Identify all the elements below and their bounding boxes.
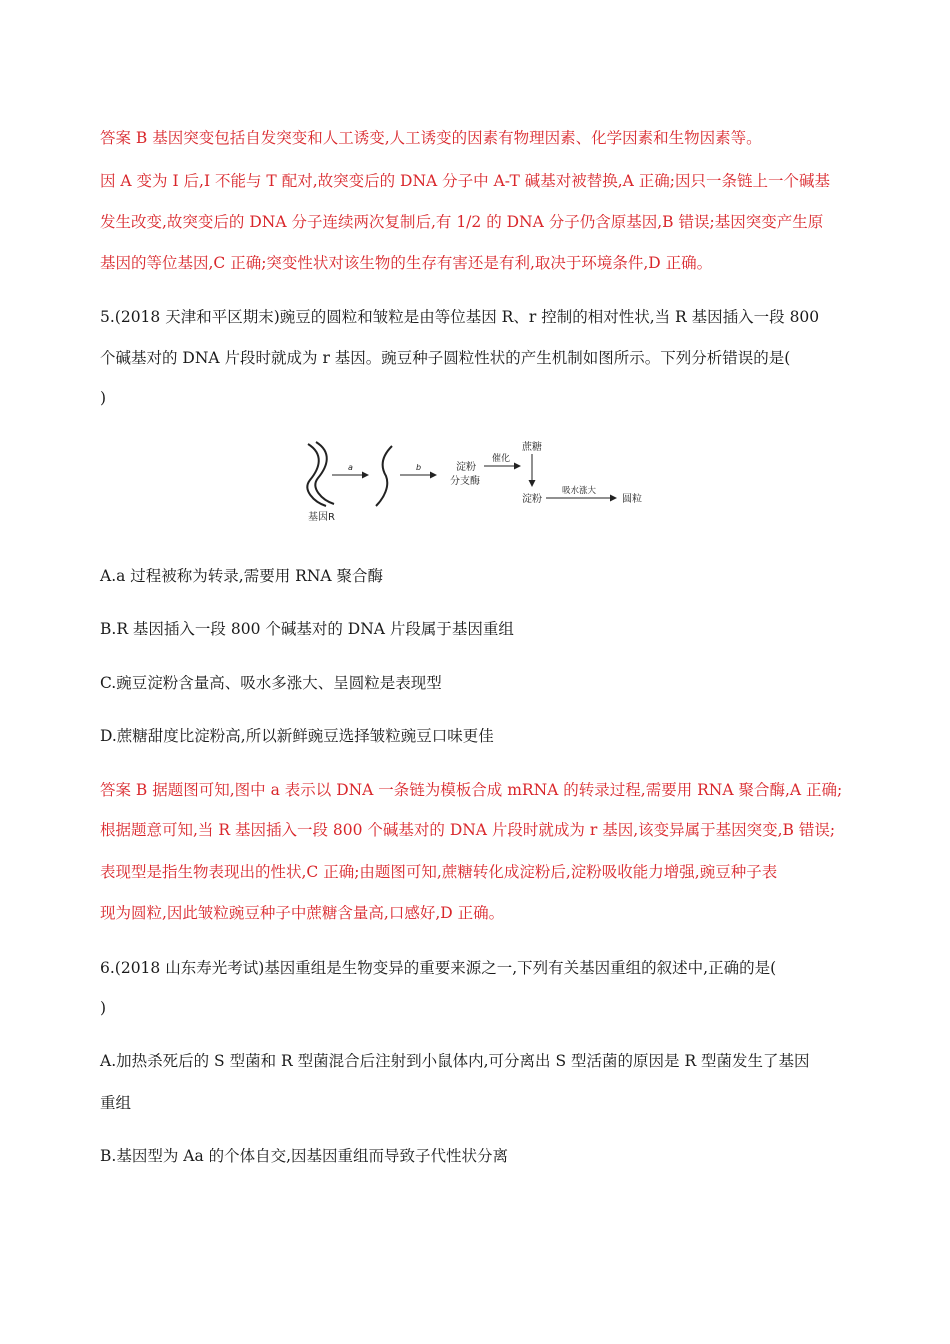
gene-r-label: 基因R [308, 512, 335, 523]
question-6-option-a-line-2: 重组 [100, 1094, 132, 1112]
question-5-line-3: ) [100, 389, 107, 407]
question-5-option-d: D.蔗糖甜度比淀粉高,所以新鲜豌豆选择皱粒豌豆口味更佳 [100, 727, 494, 745]
gene-r-strand-2 [315, 442, 334, 504]
gene-r-strand-1 [307, 444, 326, 506]
enzyme-label-line-1: 淀粉 [456, 462, 476, 473]
absorb-label: 吸水涨大 [562, 486, 597, 496]
pea-starch-mechanism-diagram [296, 436, 666, 526]
sucrose-label: 蔗糖 [522, 442, 542, 453]
question-5-line-1: 5.(2018 天津和平区期末)豌豆的圆粒和皱粒是由等位基因 R、r 控制的相对性状,当 R 基因插入一段 800 [100, 308, 820, 326]
answer-2-line-4: 现为圆粒,因此皱粒豌豆种子中蔗糖含量高,口感好,D 正确。 [100, 904, 505, 922]
enzyme-label-line-2: 分支酶 [450, 476, 480, 487]
arrow-b-label: b [416, 463, 422, 472]
catalyze-label: 催化 [492, 454, 511, 464]
answer-1-line-3: 发生改变,故突变后的 DNA 分子连续两次复制后,有 1/2 的 DNA 分子仍含原基因,B 错误;基因突变产生原 [100, 213, 824, 231]
question-6-line-1: 6.(2018 山东寿光考试)基因重组是生物变异的重要来源之一,下列有关基因重组的叙述中,正确的是( [100, 959, 777, 977]
question-6-line-2: ) [100, 999, 107, 1017]
question-6-option-a-line-1: A.加热杀死后的 S 型菌和 R 型菌混合后注射到小鼠体内,可分离出 S 型活菌的原因是 R 型菌发生了基因 [100, 1052, 810, 1070]
mrna-strand [376, 446, 392, 506]
answer-2-line-2: 根据题意可知,当 R 基因插入一段 800 个碱基对的 DNA 片段时就成为 r 基因,该变异属于基因突变,B 错误; [100, 821, 836, 839]
question-5-option-a: A.a 过程被称为转录,需要用 RNA 聚合酶 [100, 567, 383, 585]
round-label: 圆粒 [622, 494, 642, 505]
answer-1-line-4: 基因的等位基因,C 正确;突变性状对该生物的生存有害还是有利,取决于环境条件,D 正确。 [100, 254, 713, 272]
answer-2-line-3: 表现型是指生物表现出的性状,C 正确;由题图可知,蔗糖转化成淀粉后,淀粉吸收能力增强,豌豆种子表 [100, 863, 778, 881]
answer-1-line-2: 因 A 变为 I 后,I 不能与 T 配对,故突变后的 DNA 分子中 A-T 碱基对被替换,A 正确;因只一条链上一个碱基 [100, 172, 831, 190]
starch-label: 淀粉 [522, 494, 542, 505]
question-5-option-c: C.豌豆淀粉含量高、吸水多涨大、呈圆粒是表现型 [100, 674, 442, 692]
arrow-a-label: a [348, 463, 353, 472]
question-6-option-b: B.基因型为 Aa 的个体自交,因基因重组而导致子代性状分离 [100, 1147, 509, 1165]
answer-2-line-1: 答案 B 据题图可知,图中 a 表示以 DNA 一条链为模板合成 mRNA 的转录过程,需要用 RNA 聚合酶,A 正确; [100, 781, 843, 799]
question-5-line-2: 个碱基对的 DNA 片段时就成为 r 基因。豌豆种子圆粒性状的产生机制如图所示。下列分析错误的是( [100, 349, 791, 367]
question-5-option-b: B.R 基因插入一段 800 个碱基对的 DNA 片段属于基因重组 [100, 620, 514, 638]
answer-1-line-1: 答案 B 基因突变包括自发突变和人工诱变,人工诱变的因素有物理因素、化学因素和生物因素等。 [100, 129, 762, 147]
